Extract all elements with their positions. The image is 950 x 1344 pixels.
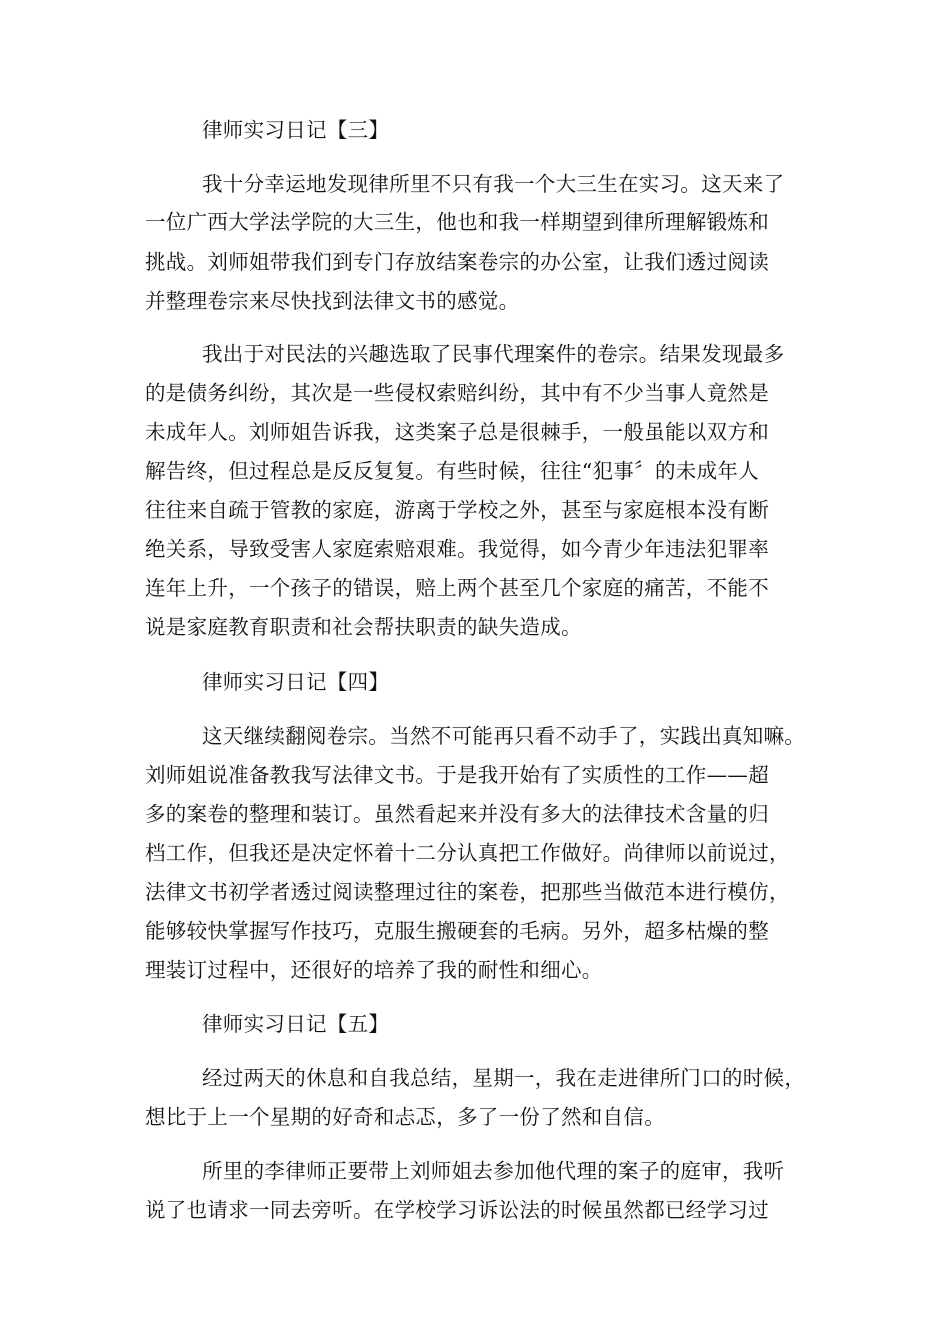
section-heading-4: 律师实习日记【四】 [202,670,390,694]
text-line: 所里的李律师正要带上刘师姐去参加他代理的案子的庭审，我听 [202,1159,785,1183]
section-heading-5: 律师实习日记【五】 [202,1012,390,1036]
text-line: 刘师姐说准备教我写法律文书。于是我开始有了实质性的工作——超 [145,763,769,787]
text-line: 这天继续翻阅卷宗。当然不可能再只看不动手了，实践出真知嘛。 [202,724,806,748]
text-line: 一位广西大学法学院的大三生，他也和我一样期望到律所理解锻炼和 [145,210,769,234]
text-line: 往往来自疏于管教的家庭，游离于学校之外，甚至与家庭根本没有断 [145,498,769,522]
text-line: 的是债务纠纷，其次是一些侵权索赔纠纷，其中有不少当事人竟然是 [145,381,769,405]
text-line: 想比于上一个星期的好奇和忐忑，多了一份了然和自信。 [145,1105,665,1129]
text-line: 理装订过程中，还很好的培养了我的耐性和细心。 [145,958,603,982]
text-line: 挑战。刘师姐带我们到专门存放结案卷宗的办公室，让我们透过阅读 [145,250,769,274]
text-line: 多的案卷的整理和装订。虽然看起来并没有多大的法律技术含量的归 [145,802,769,826]
text-line: 未成年人。刘师姐告诉我，这类案子总是很棘手，一般虽能以双方和 [145,420,769,444]
text-line: 绝关系，导致受害人家庭索赔艰难。我觉得，如今青少年违法犯罪率 [145,537,769,561]
section-heading-3: 律师实习日记【三】 [202,118,390,142]
text-line: 并整理卷宗来尽快找到法律文书的感觉。 [145,289,520,313]
text-line: 档工作，但我还是决定怀着十二分认真把工作做好。尚律师以前说过， [145,841,790,865]
text-line: 我十分幸运地发现律所里不只有我一个大三生在实习。这天来了 [202,172,785,196]
text-line: 经过两天的休息和自我总结，星期一，我在走进律所门口的时候， [202,1066,806,1090]
text-line: 说了也请求一同去旁听。在学校学习诉讼法的时候虽然都已经学习过 [145,1198,769,1222]
text-line: 解告终，但过程总是反反复复。有些时候，往往“犯事〞的未成年人 [145,459,759,483]
text-line: 说是家庭教育职责和社会帮扶职责的缺失造成。 [145,615,582,639]
text-line: 法律文书初学者透过阅读整理过往的案卷，把那些当做范本进行模仿， [145,880,790,904]
text-line: 我出于对民法的兴趣选取了民事代理案件的卷宗。结果发现最多 [202,342,785,366]
text-line: 连年上升，一个孩子的错误，赔上两个甚至几个家庭的痛苦，不能不 [145,576,769,600]
text-line: 能够较快掌握写作技巧，克服生搬硬套的毛病。另外，超多枯燥的整 [145,919,769,943]
